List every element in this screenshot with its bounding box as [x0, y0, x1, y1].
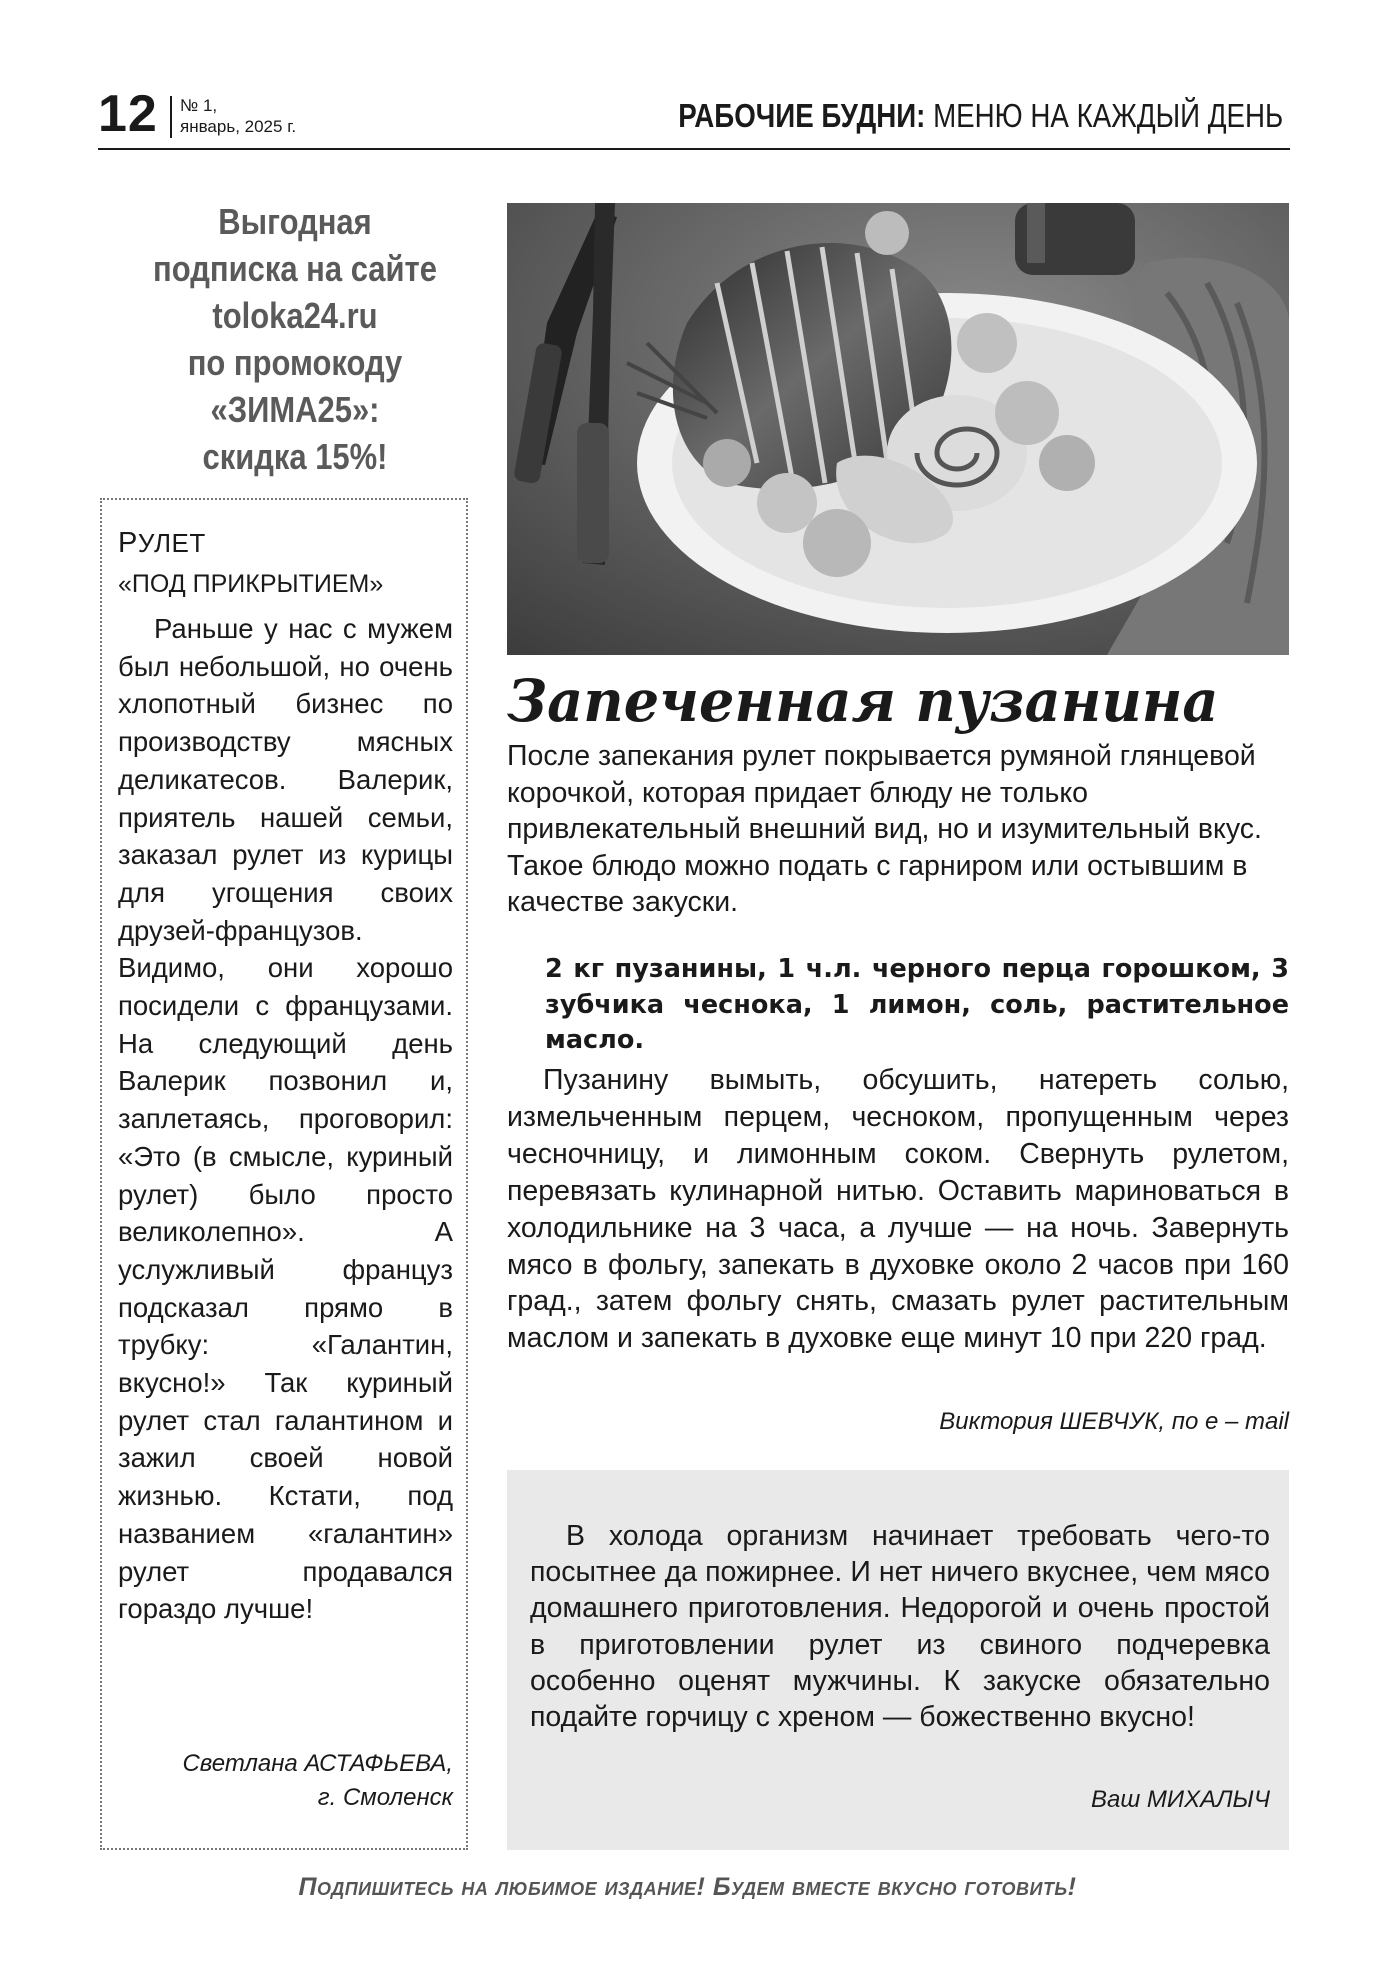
editor-tip-text: В холода организм начинает требовать чего-то посытнее да пожирнее. И нет ничего вкуснее, чем мясо домашнего приготовления. Недорогой и очень простой в приготовлении рулет из свиного подчеревка особенно оценят мужчины. К закуске обязательно подайте горчицу с хреном — божественно вкусно! [530, 1520, 1270, 1734]
title-initial: Р [118, 527, 138, 559]
reader-story-city: г. Смоленск [317, 1784, 453, 1811]
article-intro: После запекания рулет покрывается румяной глянцевой корочкой, которая придает блюду не только привлекательный внешний вид, но и изумительный вкус. Такое блюдо можно подать с гарниром или остывшим в качестве закуски. [507, 740, 1262, 918]
footer-slogan: Подпишитесь на любимое издание! Будем вместе вкусно готовить! [298, 1873, 1077, 1901]
article-title: Запеченная пузанина [507, 667, 1219, 735]
article-author: Виктория ШЕВЧУК, по e – mail [939, 1408, 1289, 1435]
subscription-promo [127, 198, 462, 480]
section-title-rest: МЕНЮ НА КАЖДЫЙ ДЕНЬ [925, 97, 1283, 134]
reader-story-subtitle: «ПОД ПРИКРЫТИЕМ» [118, 570, 384, 598]
header-divider [170, 96, 172, 138]
issue-number: № 1, [180, 96, 218, 115]
reader-story-title [118, 526, 206, 560]
section-title-bold: РАБОЧИЕ БУДНИ: [677, 97, 926, 134]
header-rule [98, 148, 1290, 150]
dish-photo-illustration [507, 203, 1289, 655]
promo-line: toloka24.ru [212, 295, 378, 336]
article-ingredients: 2 кг пузанины, 1 ч.л. черного перца горошком, 3 зубчика чеснока, 1 лимон, соль, растительное масло. [545, 954, 1289, 1055]
issue-date: январь, 2025 г. [180, 117, 297, 136]
editor-tip-author: Ваш МИХАЛЫЧ [1090, 1786, 1270, 1813]
promo-line: подписка на сайте [153, 248, 437, 289]
promo-line: «ЗИМА25»: [210, 389, 380, 430]
issue-info [180, 95, 296, 137]
article-method: Пузанину вымыть, обсушить, натереть солью, измельченным перцем, чесноком, пропущенным через чесночницу, и лимонным соком. Свернуть рулетом, перевязать кулинарной нитью. Оставить мариноваться в холодильнике на 3 часа, а лучше — на ночь. Завернуть мясо в фольгу, запекать в духовке около 2 часов при 160 град., затем фольгу снять, смазать рулет растительным маслом и запекать в духовке еще минут 10 при 220 град. [507, 1064, 1289, 1355]
promo-line: Выгодная [218, 201, 372, 242]
promo-line: скидка 15%! [202, 436, 388, 477]
reader-story-author: Светлана АСТАФЬЕВА, [182, 1750, 453, 1777]
section-title [678, 96, 1283, 136]
reader-story-body: Раньше у нас с мужем был небольшой, но очень хлопотный бизнес по производству мясных деликатесов. Валерик, приятель нашей семьи, заказал рулет из курицы для угощения своих друзей-французов. Видимо, они хорошо посидели с французами. На следующий день Валерик позвонил и, заплетаясь, проговорил: «Это (в смысле, куриный рулет) было просто великолепно». А услужливый француз подсказал прямо в трубку: «Галантин, вкусно!» Так куриный рулет стал галантином и зажил своей новой жизнью. Кстати, под названием «галантин» рулет продавался гораздо лучше! [118, 613, 453, 1625]
page-number: 12 [98, 85, 158, 143]
promo-line: по промокоду [187, 342, 403, 383]
title-rest: УЛЕТ [137, 528, 206, 558]
dish-photo [507, 203, 1289, 655]
